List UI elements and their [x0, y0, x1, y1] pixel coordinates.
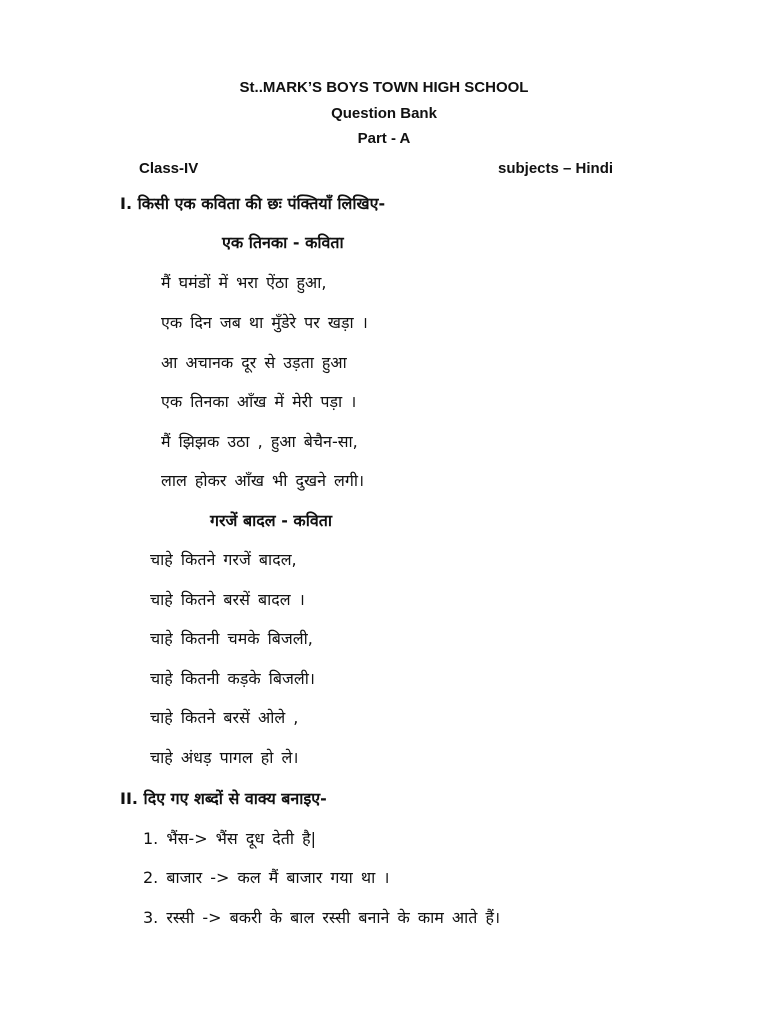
poem-2-line: चाहे कितने बरसें ओले ,	[150, 708, 299, 727]
poem-1-title: एक तिनका - कविता	[222, 233, 344, 252]
poem-1-line: एक तिनका आँख में मेरी पड़ा ।	[161, 392, 357, 411]
poem-2-line: चाहे कितनी कड़के बिजली।	[150, 669, 315, 688]
document-part: Part - A	[357, 130, 411, 147]
poem-2-line: चाहे कितने गरजें बादल,	[150, 550, 297, 569]
sentence-item: 3. रस्सी -> बकरी के बाल रस्सी बनाने के काम आते हैं।	[143, 908, 501, 927]
poem-1-line: मैं झिझक उठा , हुआ बेचैन-सा,	[161, 432, 358, 451]
section-2-heading: II. दिए गए शब्दों से वाक्य बनाइए-	[120, 789, 327, 808]
poem-2-line: चाहे कितने बरसें बादल ।	[150, 590, 305, 609]
poem-2-line: चाहे अंधड़ पागल हो ले।	[150, 748, 299, 767]
poem-1-line: लाल होकर आँख भी दुखने लगी।	[161, 471, 365, 490]
sentence-item: 2. बाजार -> कल मैं बाजार गया था ।	[143, 868, 390, 887]
section-1-heading: I. किसी एक कविता की छः पंक्तियाँ लिखिए-	[120, 194, 386, 213]
poem-1-line: आ अचानक दूर से उड़ता हुआ	[161, 353, 347, 372]
sentence-item: 1. भैंस-> भैंस दूध देती है|	[143, 829, 316, 848]
document-subtitle: Question Bank	[331, 105, 437, 122]
poem-2-title: गरजें बादल - कविता	[210, 511, 332, 530]
school-name: St..MARK’S BOYS TOWN HIGH SCHOOL	[239, 79, 529, 96]
poem-2-line: चाहे कितनी चमके बिजली,	[150, 629, 313, 648]
poem-1-line: एक दिन जब था मुँडेरे पर खड़ा ।	[161, 313, 368, 332]
poem-1-line: मैं घमंडों में भरा ऐंठा हुआ,	[161, 273, 327, 292]
class-label: Class-IV	[139, 160, 199, 177]
subject-label: subjects – Hindi	[498, 160, 614, 177]
